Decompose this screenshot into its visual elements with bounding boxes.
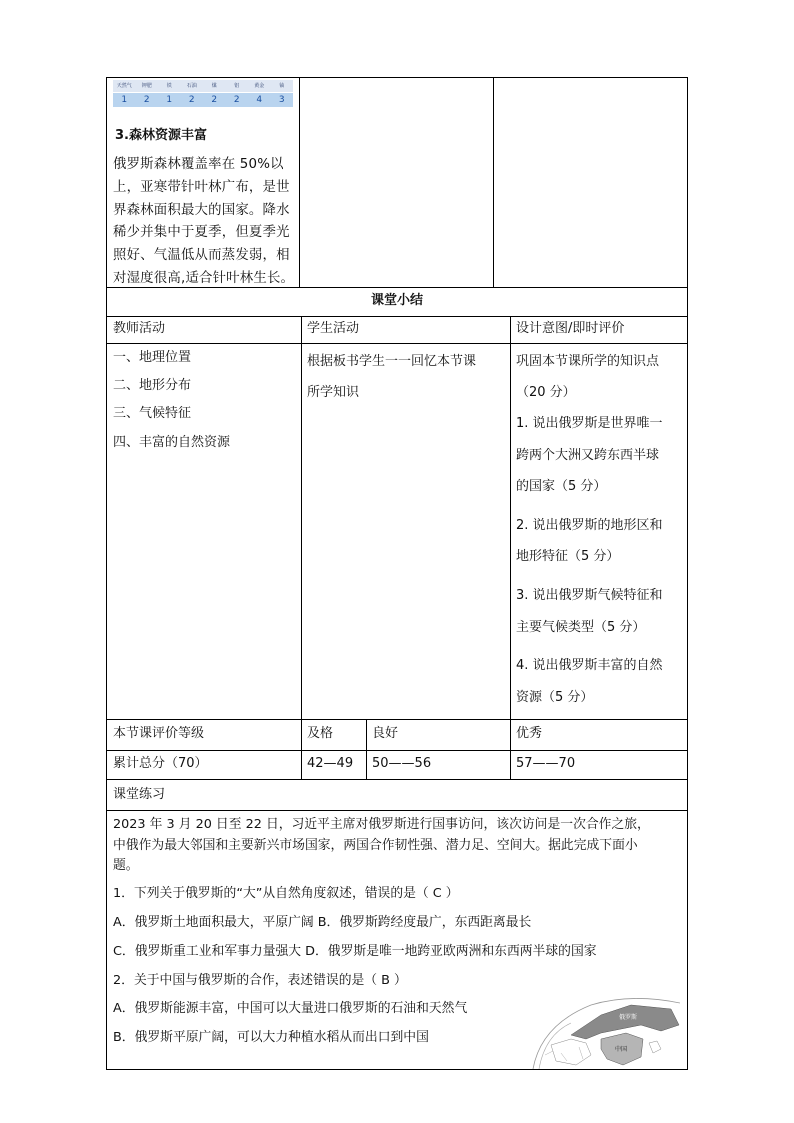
design-line: 1. 说出俄罗斯是世界唯一 — [516, 416, 663, 431]
design-intent-header: 设计意图/即时评价 — [516, 321, 625, 336]
table-value-cell: 3 — [271, 93, 294, 107]
table-value-cell: 1 — [158, 93, 181, 107]
forest-line: 对湿度很高,适合针叶林生长。 — [113, 270, 295, 286]
design-line: 4. 说出俄罗斯丰富的自然 — [516, 658, 663, 673]
border-top — [106, 77, 688, 78]
design-line: 跨两个大洲又跨东西半球 — [516, 448, 660, 463]
table-value-cell: 1 — [113, 93, 136, 107]
design-line: （20 分） — [516, 385, 576, 400]
teacher-item: 三、气候特征 — [113, 406, 192, 421]
student-activity-line: 根据板书学生一一回忆本节课 — [307, 354, 477, 369]
exercise-intro-line: 中俄作为最大邻国和主要新兴市场国家，两国合作韧性强、潜力足、空间大。据此完成下面小 — [113, 838, 638, 853]
table-header-cell: 黄金 — [248, 80, 271, 92]
russia-china-map — [531, 995, 680, 1069]
table-header-cell: 铁 — [158, 80, 181, 92]
table-header-cell: 铝 — [226, 80, 249, 92]
table-value-cell: 2 — [181, 93, 204, 107]
teacher-item: 二、地形分布 — [113, 378, 192, 393]
table-header-cell: 钾肥 — [136, 80, 159, 92]
good-range: 50——56 — [372, 756, 432, 771]
teacher-item: 四、丰富的自然资源 — [113, 435, 231, 450]
exercise-intro-line: 题。 — [113, 858, 139, 873]
question-1-options-ab: A．俄罗斯土地面积最大，平原广阔 B．俄罗斯跨经度最广，东西距离最长 — [113, 915, 532, 930]
design-line: 主要气候类型（5 分） — [516, 620, 646, 635]
forest-line: 界森林面积最大的国家。降水 — [113, 202, 290, 218]
map-label-china: 中国 — [615, 1046, 628, 1053]
total-score-label: 累计总分（70） — [113, 756, 208, 771]
question-1: 1．下列关于俄罗斯的“大”从自然角度叙述，错误的是（ C ） — [113, 886, 459, 901]
question-2-option-b: B．俄罗斯平原广阔，可以大力种植水稻从而出口到中国 — [113, 1030, 429, 1045]
border-left — [106, 77, 107, 1069]
forest-line: 稀少并集中于夏季，但夏季光 — [113, 225, 290, 241]
table-value-cell: 2 — [226, 93, 249, 107]
design-line: 2. 说出俄罗斯的地形区和 — [516, 518, 663, 533]
forest-line: 照好、气温低从而蒸发弱，相 — [113, 248, 290, 264]
table-value-cell: 4 — [248, 93, 271, 107]
pass-range: 42—49 — [307, 756, 354, 771]
table-value-cell: 2 — [136, 93, 159, 107]
border-right — [687, 77, 688, 1069]
exercise-title: 课堂练习 — [113, 787, 166, 802]
grade-good: 良好 — [372, 726, 399, 741]
question-2-option-a: A．俄罗斯能源丰富，中国可以大量进口俄罗斯的石油和天然气 — [113, 1001, 468, 1016]
resource-ranking-table — [113, 80, 293, 108]
forest-line: 上，亚寒带针叶林广布，是世 — [113, 179, 290, 195]
design-line: 资源（5 分） — [516, 690, 594, 705]
question-2: 2．关于中国与俄罗斯的合作，表述错误的是（ B ） — [113, 973, 407, 988]
map-label-russia: 俄罗斯 — [619, 1014, 638, 1021]
student-activity-header: 学生活动 — [307, 321, 360, 336]
forest-line: 俄罗斯森林覆盖率在 50%以 — [113, 157, 284, 172]
table-header-cell: 煤 — [203, 80, 226, 92]
forest-heading: 3.森林资源丰富 — [115, 128, 207, 143]
map-graphic — [531, 995, 680, 1069]
table-value-cell: 2 — [203, 93, 226, 107]
design-line: 的国家（5 分） — [516, 479, 607, 494]
design-line: 地形特征（5 分） — [516, 549, 620, 564]
exercise-intro-line: 2023 年 3 月 20 日至 22 日，习近平主席对俄罗斯进行国事访问，该次访问是一次合作之旅， — [113, 817, 650, 832]
table-header-cell: 石油 — [181, 80, 204, 92]
student-activity-line: 所学知识 — [307, 385, 360, 400]
table-header-cell: 铀 — [271, 80, 294, 92]
design-line: 巩固本节课所学的知识点 — [516, 354, 660, 369]
grade-excellent: 优秀 — [516, 726, 543, 741]
grade-pass: 及格 — [307, 726, 334, 741]
teacher-activity-header: 教师活动 — [113, 321, 166, 336]
table-header-cell: 天然气 — [113, 80, 136, 92]
summary-title: 课堂小结 — [370, 293, 423, 308]
question-1-options-cd: C．俄罗斯重工业和军事力量强大 D．俄罗斯是唯一地跨亚欧两洲和东西两半球的国家 — [113, 944, 597, 959]
excellent-range: 57——70 — [516, 756, 576, 771]
grade-level-label: 本节课评价等级 — [113, 726, 205, 741]
teacher-item: 一、地理位置 — [113, 350, 192, 365]
border-bottom — [106, 1069, 688, 1070]
forest-paragraph — [113, 154, 297, 291]
design-line: 3. 说出俄罗斯气候特征和 — [516, 588, 663, 603]
